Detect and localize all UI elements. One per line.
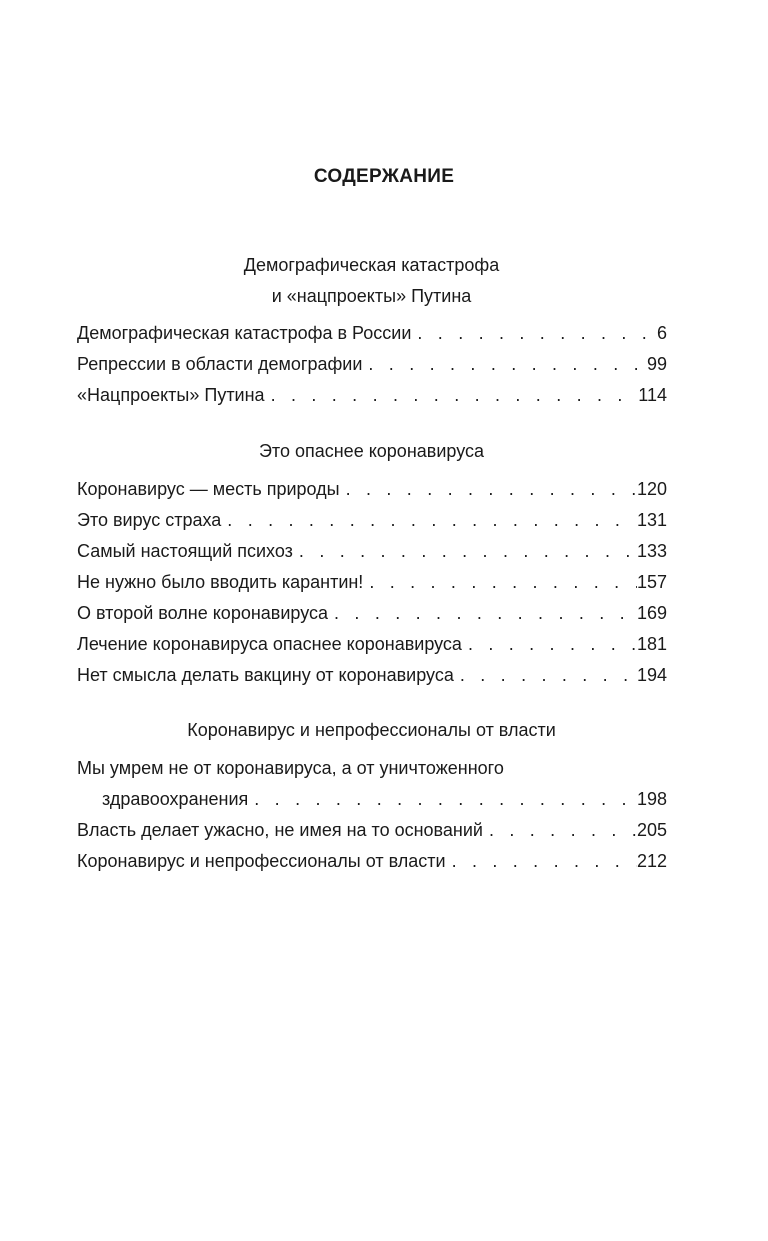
toc-entry-title: О второй волне коронавируса	[77, 603, 329, 623]
toc-entry-page: 157	[636, 572, 667, 592]
dot-leader	[411, 318, 657, 349]
toc-entry[interactable]	[77, 349, 667, 380]
toc-entry-title: Репрессии в области демографии	[77, 354, 363, 374]
dot-leader	[265, 380, 639, 411]
dot-leader	[454, 660, 637, 691]
toc-entry-page: 205	[636, 820, 667, 840]
toc-entry-page: 114	[638, 385, 667, 405]
toc-entry-page: 212	[636, 851, 667, 871]
toc-entry-title: Это вирус страха	[77, 510, 222, 530]
toc-entry[interactable]	[77, 567, 667, 598]
dot-leader	[293, 536, 637, 567]
toc-entry-page: 99	[646, 354, 667, 374]
section-heading: Это опаснее коронавируса	[258, 441, 485, 461]
dot-leader	[483, 815, 637, 846]
toc-entry[interactable]	[77, 815, 667, 846]
dot-leader	[328, 598, 637, 629]
toc-entry-title-line[interactable]: Мы умрем не от коронавируса, а от уничтоженного	[77, 758, 504, 778]
section-heading: Коронавирус и непрофессионалы от власти	[187, 720, 556, 740]
toc-entry-title: Самый настоящий психоз	[77, 541, 293, 561]
toc-entry-page: 198	[636, 789, 667, 809]
toc-entry-title: Демографическая катастрофа в России	[77, 323, 412, 343]
toc-entry-title: Власть делает ужасно, не имея на то оснований	[77, 820, 483, 840]
toc-entry[interactable]	[77, 846, 667, 877]
toc-entry[interactable]	[77, 318, 667, 349]
toc-entry-page: 133	[636, 541, 667, 561]
toc-entry-title: «Нацпроекты» Путина	[77, 385, 265, 405]
toc-entry-page: 181	[636, 634, 667, 654]
toc-entry[interactable]	[77, 380, 667, 411]
toc-entry[interactable]	[77, 505, 667, 536]
toc-entry-page: 6	[656, 323, 667, 343]
dot-leader	[362, 349, 647, 380]
toc-entry[interactable]	[77, 474, 667, 505]
toc-entry-title: Коронавирус и непрофессионалы от власти	[77, 851, 446, 871]
dot-leader	[248, 784, 637, 815]
dot-leader	[221, 505, 637, 536]
toc-entry-title: Лечение коронавируса опаснее коронавируса	[77, 634, 462, 654]
dot-leader	[363, 567, 637, 598]
toc-entry[interactable]	[77, 536, 667, 567]
section-heading: Демографическая катастрофа	[243, 255, 500, 275]
page-title: СОДЕРЖАНИЕ	[313, 166, 455, 187]
toc-entry-title: Нет смысла делать вакцину от коронавируса	[77, 665, 454, 685]
toc-entry[interactable]	[77, 598, 667, 629]
toc-entry[interactable]	[102, 784, 667, 815]
toc-entry-page: 169	[636, 603, 667, 623]
toc-entry-page: 194	[636, 665, 667, 685]
section-heading: и «нацпроекты» Путина	[271, 286, 472, 306]
toc-entry-title: Коронавирус — месть природы	[77, 479, 340, 499]
toc-entry[interactable]	[77, 629, 667, 660]
toc-entry-title: Не нужно было вводить карантин!	[77, 572, 364, 592]
dot-leader	[340, 474, 637, 505]
toc-entry-page: 131	[636, 510, 667, 530]
toc-entry-title: здравоохранения	[102, 789, 249, 809]
dot-leader	[462, 629, 637, 660]
dot-leader	[446, 846, 637, 877]
toc-entry[interactable]	[77, 660, 667, 691]
toc-entry-page: 120	[636, 479, 667, 499]
